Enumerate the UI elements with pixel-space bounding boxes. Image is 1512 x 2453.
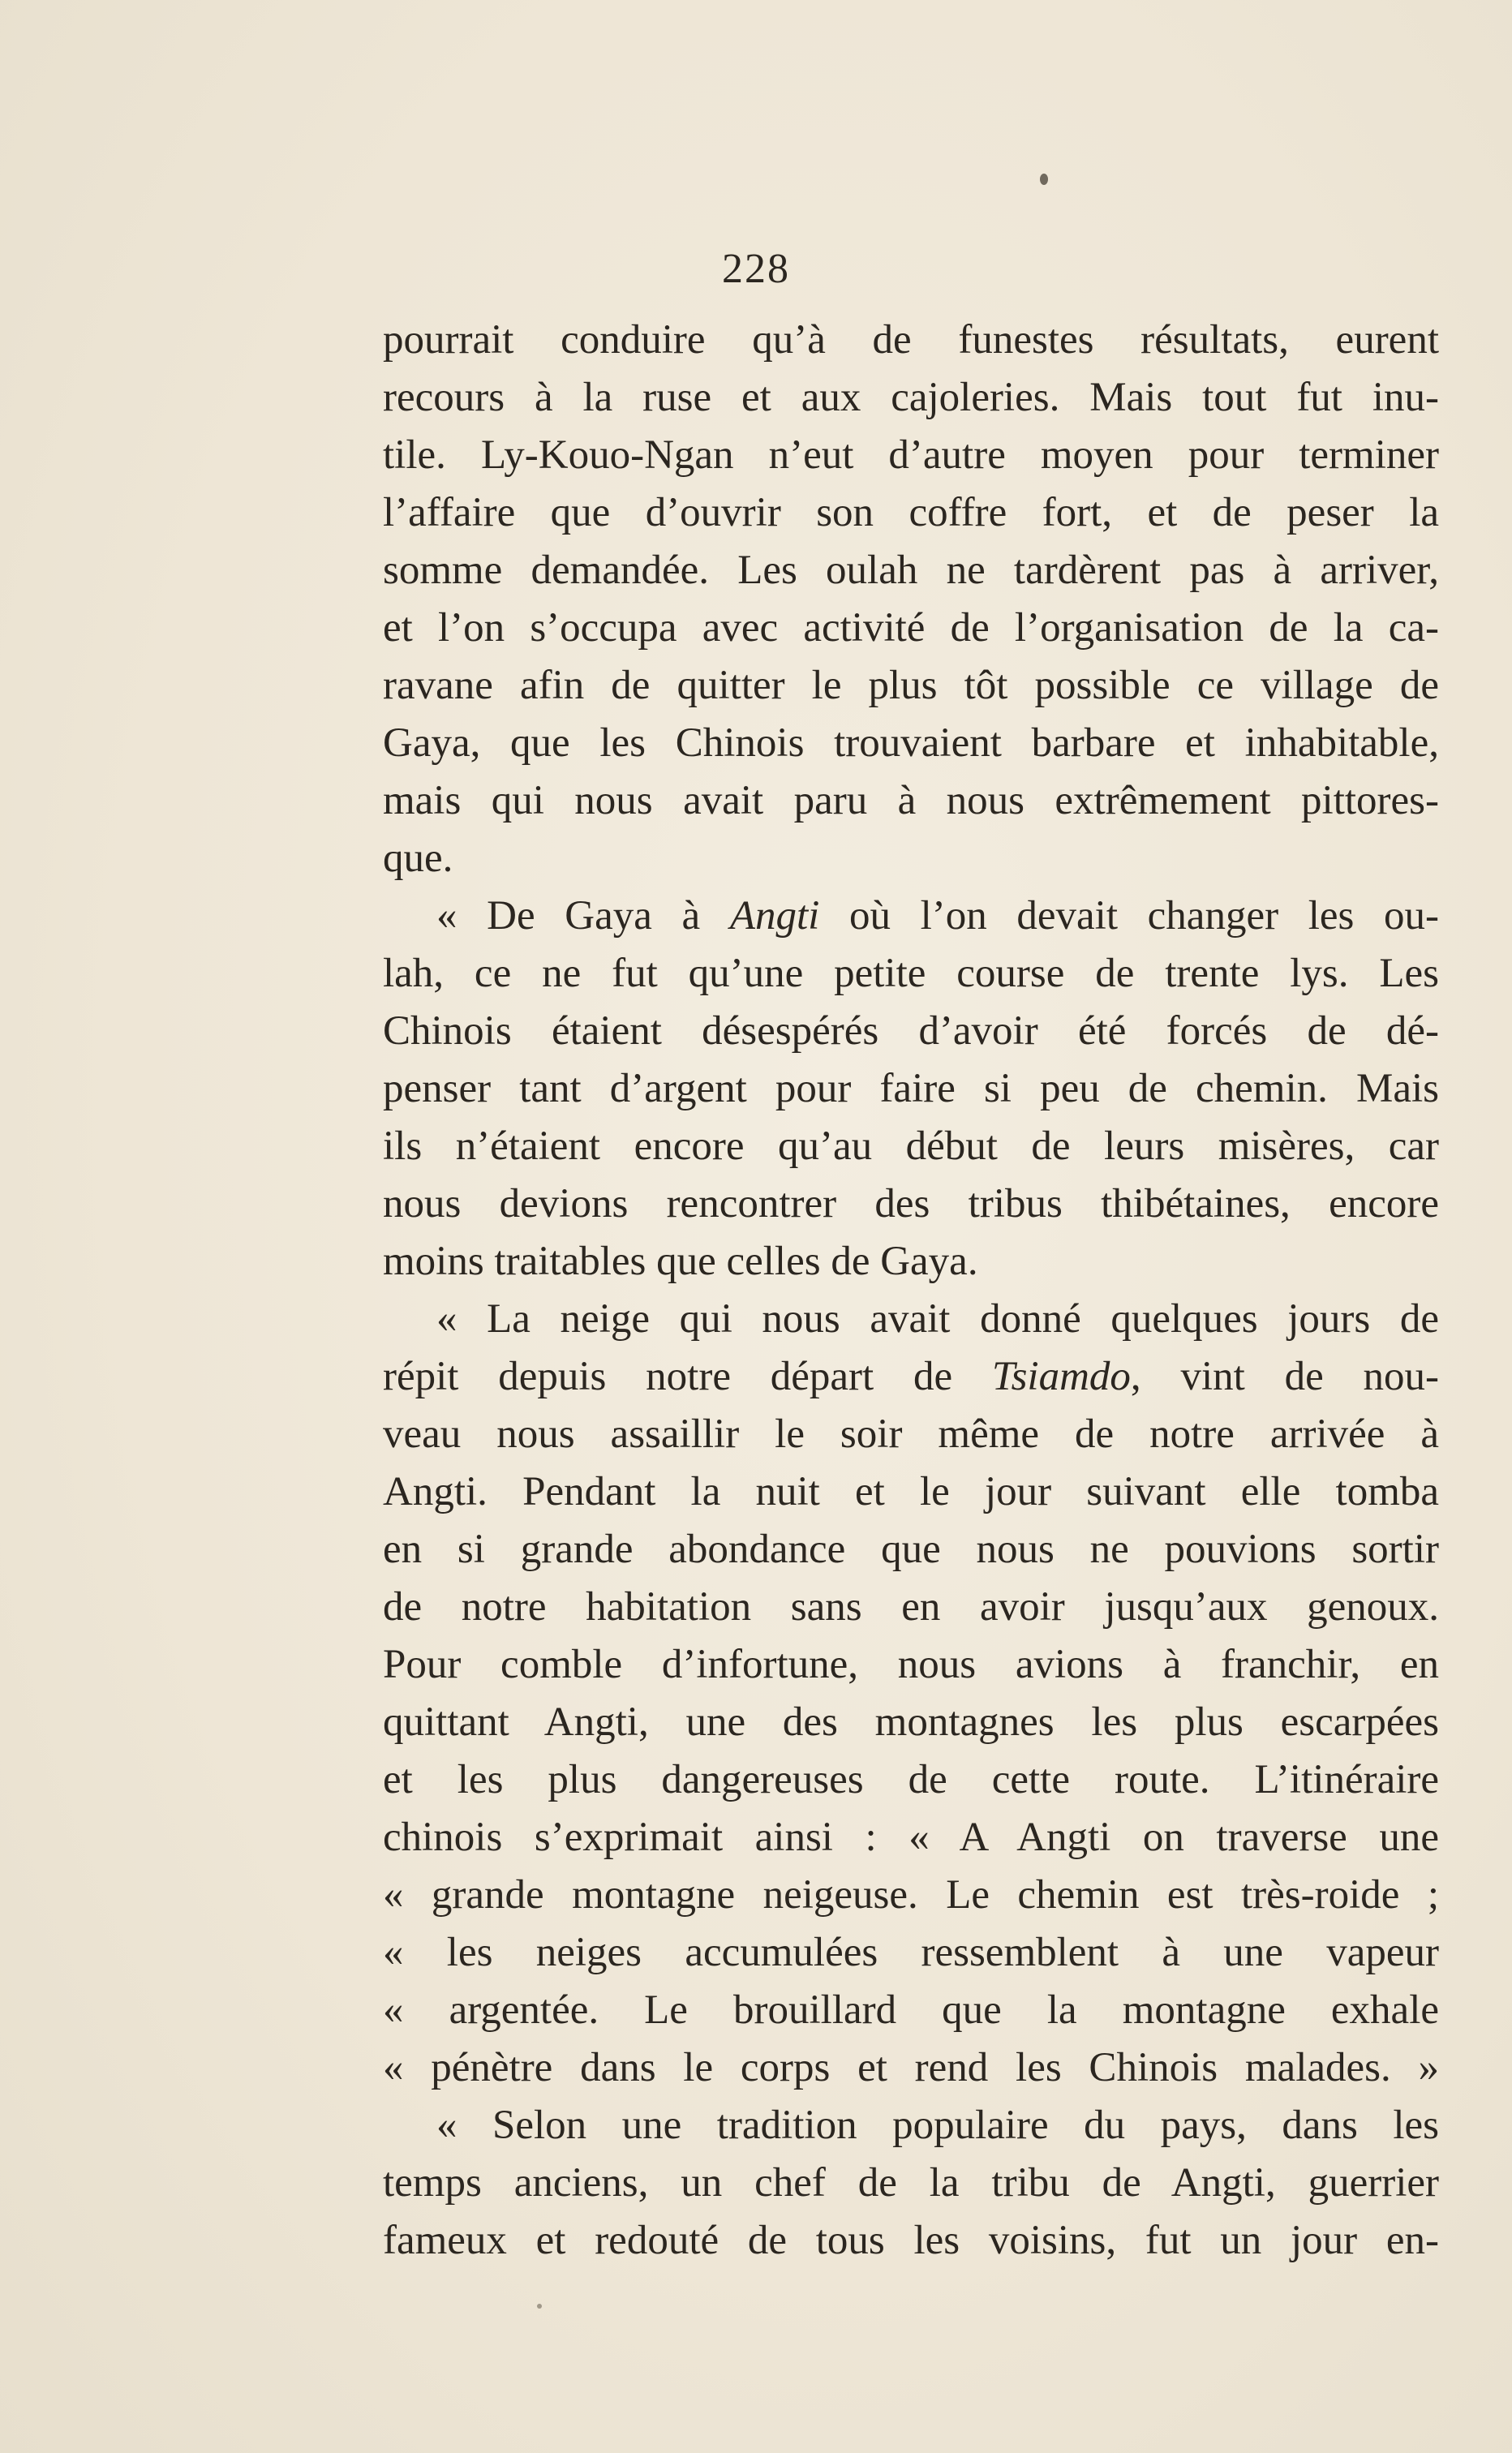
text-line: temps anciens, un chef de la tribu de Angti, guerrier (383, 2160, 1439, 2206)
text-line: l’affaire que d’ouvrir son coffre fort, et de peser la (383, 490, 1439, 535)
text-line: « les neiges accumulées ressemblent à une vapeur (383, 1930, 1439, 1975)
text-line: chinois s’exprimait ainsi : « A Angti on traverse une (383, 1815, 1439, 1860)
text-line: « grande montagne neigeuse. Le chemin est très-roide ; (383, 1872, 1439, 1918)
text-line: pourrait conduire qu’à de funestes résultats, eurent (383, 317, 1439, 363)
text-line: de notre habitation sans en avoir jusqu’aux genoux. (383, 1584, 1439, 1630)
text-line: Angti. Pendant la nuit et le jour suivant elle tomba (383, 1469, 1439, 1514)
text-line: nous devions rencontrer des tribus thibétaines, encore (383, 1181, 1439, 1226)
text-line: penser tant d’argent pour faire si peu de chemin. Mais (383, 1066, 1439, 1111)
text-line: et les plus dangereuses de cette route. L’itinéraire (383, 1757, 1439, 1802)
body-text (383, 311, 1439, 2270)
text-line: veau nous assaillir le soir même de notre arrivée à (383, 1411, 1439, 1457)
italic-place-name: Tsiamdo (991, 1354, 1131, 1399)
text-line: quittant Angti, une des montagnes les plus escarpées (383, 1699, 1439, 1745)
text-line: tile. Ly-Kouo-Ngan n’eut d’autre moyen pour terminer (383, 432, 1439, 478)
text-line: répit depuis notre départ de Tsiamdo, vint de nou- (383, 1354, 1439, 1399)
text-line: lah, ce ne fut qu’une petite course de trente lys. Les (383, 951, 1439, 996)
text-line: fameux et redouté de tous les voisins, fut un jour en- (383, 2218, 1439, 2263)
text-line: « Selon une tradition populaire du pays, dans les (436, 2103, 1439, 2148)
text-line: « De Gaya à Angti où l’on devait changer les ou- (436, 893, 1439, 939)
text-line: en si grande abondance que nous ne pouvions sortir (383, 1527, 1439, 1572)
ink-speck (1040, 174, 1048, 185)
paper-speck (537, 2304, 542, 2309)
text-line: que. (383, 836, 453, 881)
text-line: Gaya, que les Chinois trouvaient barbare et inhabitable, (383, 720, 1439, 766)
page-number: 228 (722, 246, 790, 292)
text-line: ils n’étaient encore qu’au début de leurs misères, car (383, 1123, 1439, 1169)
text-line: mais qui nous avait paru à nous extrêmement pittores- (383, 778, 1439, 823)
italic-place-name: Angti (729, 893, 820, 939)
text-line: Chinois étaient désespérés d’avoir été forcés de dé- (383, 1008, 1439, 1054)
text-line: « pénètre dans le corps et rend les Chinois malades. » (383, 2045, 1439, 2090)
text-line: « argentée. Le brouillard que la montagne exhale (383, 1987, 1439, 2033)
text-line: ravane afin de quitter le plus tôt possible ce village de (383, 663, 1439, 708)
text-line: somme demandée. Les oulah ne tardèrent pas à arriver, (383, 548, 1439, 593)
text-line: et l’on s’occupa avec activité de l’organisation de la ca- (383, 605, 1439, 651)
text-line: Pour comble d’infortune, nous avions à franchir, en (383, 1642, 1439, 1687)
text-line: moins traitables que celles de Gaya. (383, 1239, 978, 1284)
text-line: « La neige qui nous avait donné quelques jours de (436, 1296, 1439, 1342)
text-line: recours à la ruse et aux cajoleries. Mais tout fut inu- (383, 375, 1439, 420)
